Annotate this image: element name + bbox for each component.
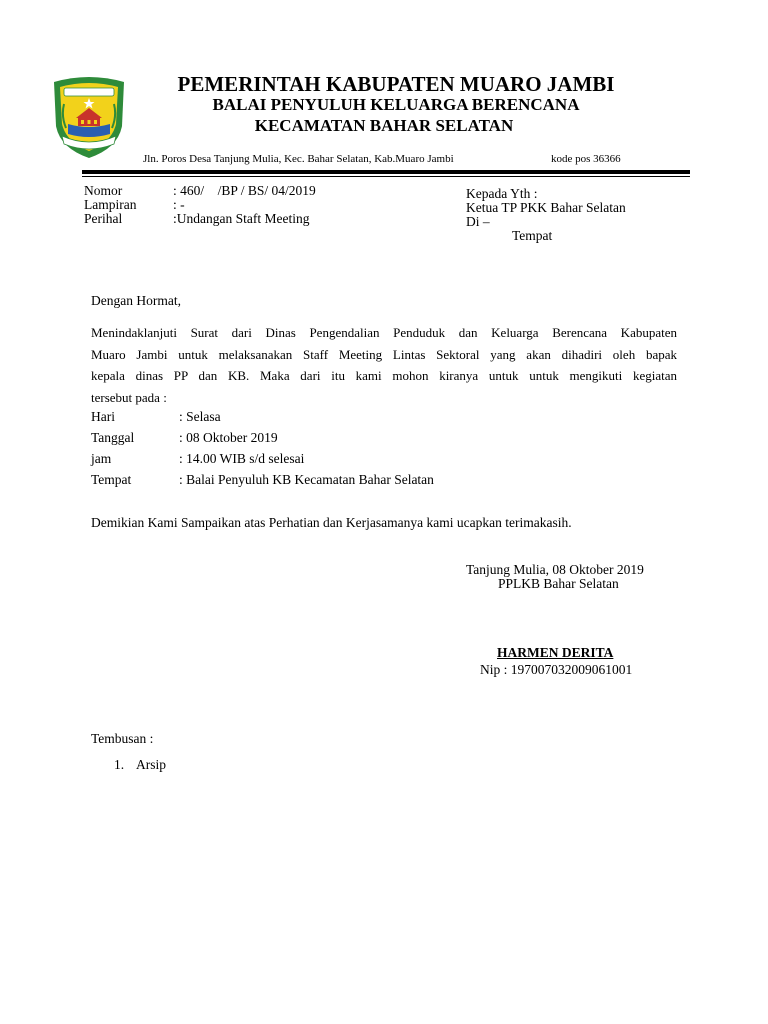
tembusan-item: Arsip xyxy=(136,757,166,772)
signatory-name: HARMEN DERITA xyxy=(497,645,614,660)
detail-label-tempat: Tempat xyxy=(91,472,132,487)
tembusan-item-number: 1. xyxy=(114,757,125,772)
letterhead-rule-thick xyxy=(82,170,690,174)
perihal-label: Perihal xyxy=(84,211,123,226)
paragraph-line: Menindaklanjuti Surat dari Dinas Pengendalian Penduduk dan Keluarga Berencana Kabupaten xyxy=(91,325,677,340)
signature-place-date: Tanjung Mulia, 08 Oktober 2019 xyxy=(466,562,644,577)
office-name: BALAI PENYULUH KELUARGA BERENCANA xyxy=(212,95,580,114)
perihal-value: :Undangan Staft Meeting xyxy=(173,211,310,226)
recipient-salutation: Kepada Yth : xyxy=(466,186,538,201)
recipient-place: Tempat xyxy=(512,228,553,243)
letterhead-rule-thin xyxy=(82,176,690,177)
office-address: Jln. Poros Desa Tanjung Mulia, Kec. Bahar Selatan, Kab.Muaro Jambi xyxy=(143,153,454,165)
paragraph-line: tersebut pada : xyxy=(91,389,167,405)
recipient-name: Ketua TP PKK Bahar Selatan xyxy=(466,200,626,215)
detail-value-tanggal: : 08 Oktober 2019 xyxy=(179,430,278,445)
paragraph-line: Muaro Jambi untuk melaksanakan Staff Meeting Lintas Sektoral yang akan dihadiri oleh bapak xyxy=(91,346,677,362)
signature-office: PPLKB Bahar Selatan xyxy=(498,576,619,591)
signatory-nip: Nip : 197007032009061001 xyxy=(480,662,633,677)
lampiran-label: Lampiran xyxy=(84,197,137,212)
paragraph-line: kepala dinas PP dan KB. Maka dari itu kami mohon kiranya untuk untuk mengikuti kegiatan xyxy=(91,368,677,383)
recipient-di: Di – xyxy=(466,214,490,229)
government-name: PEMERINTAH KABUPATEN MUARO JAMBI xyxy=(177,72,615,96)
lampiran-value: : - xyxy=(173,197,185,212)
detail-label-hari: Hari xyxy=(91,409,115,424)
detail-value-tempat: : Balai Penyuluh KB Kecamatan Bahar Selatan xyxy=(179,472,434,487)
detail-value-hari: : Selasa xyxy=(179,409,221,424)
nomor-value: : 460/ /BP / BS/ 04/2019 xyxy=(173,183,316,198)
nomor-label: Nomor xyxy=(84,183,123,198)
postal-code: kode pos 36366 xyxy=(551,153,621,165)
detail-label-tanggal: Tanggal xyxy=(91,430,135,445)
detail-value-jam: : 14.00 WIB s/d selesai xyxy=(179,451,305,466)
closing-sentence: Demikian Kami Sampaikan atas Perhatian dan Kerjasamanya kami ucapkan terimakasih. xyxy=(91,515,572,530)
detail-label-jam: jam xyxy=(91,451,112,466)
district-name: KECAMATAN BAHAR SELATAN xyxy=(254,116,514,135)
greeting: Dengan Hormat, xyxy=(91,293,181,308)
body-paragraph xyxy=(91,322,677,408)
tembusan-label: Tembusan : xyxy=(91,731,154,746)
